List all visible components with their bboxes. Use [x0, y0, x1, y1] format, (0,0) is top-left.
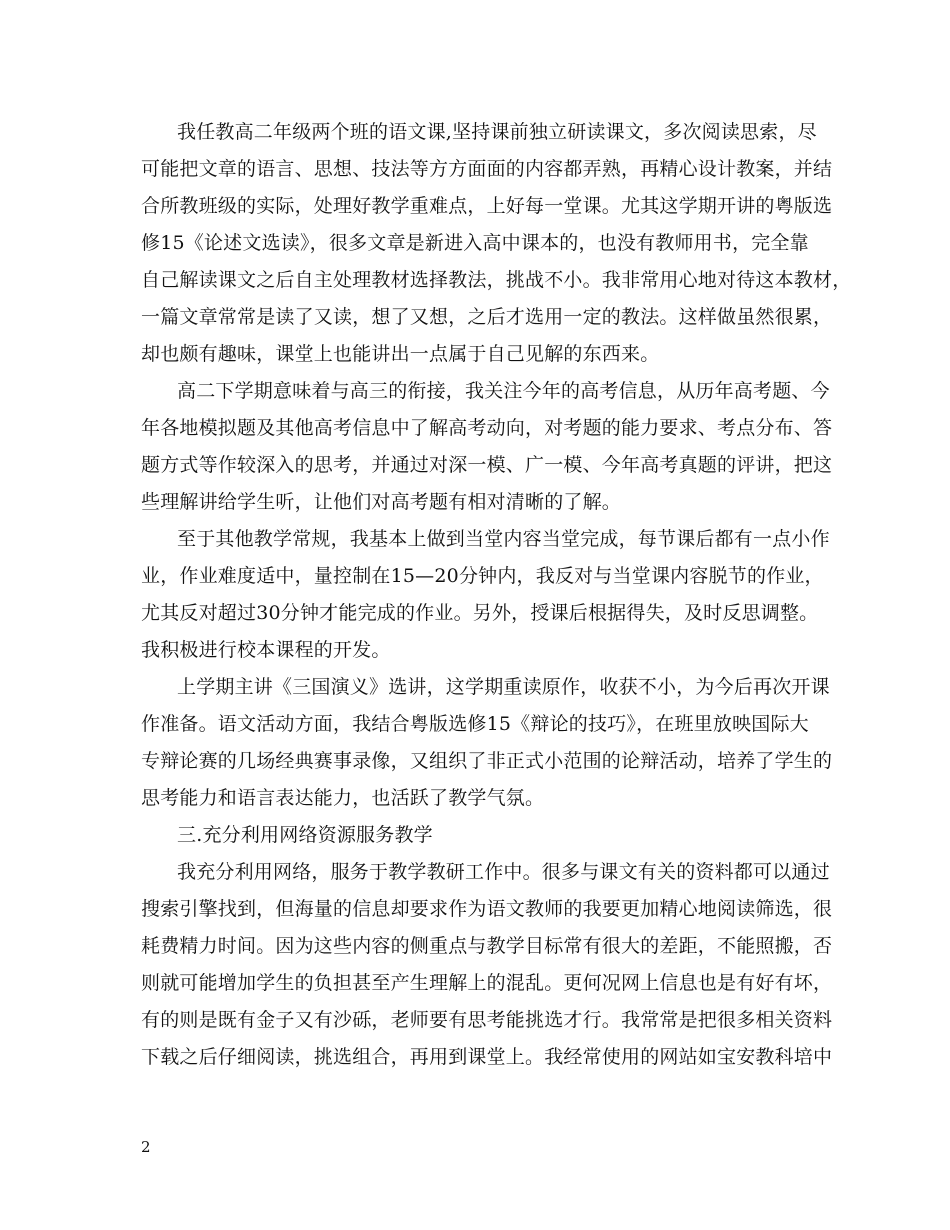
section-heading: 三.充分利用网络资源服务教学	[177, 824, 433, 846]
paragraph-line: 耗费精力时间。因为这些内容的侧重点与教学目标常有很大的差距，不能照搬，否	[141, 935, 833, 957]
paragraph-line: 高二下学期意味着与高三的衔接，我关注今年的高考信息，从历年高考题、今	[177, 380, 830, 402]
paragraph-line: 搜索引擎找到，但海量的信息却要求作为语文教师的我要更加精心地阅读筛选，很	[141, 898, 833, 920]
paragraph-line: 业，作业难度适中，量控制在15—20分钟内，我反对与当堂课内容脱节的作业，	[141, 565, 824, 587]
paragraph-line: 一篇文章常常是读了又读，想了又想，之后才选用一定的教法。这样做虽然很累，	[141, 306, 833, 328]
paragraph-line: 修15《论述文选读》，很多文章是新进入高中课本的，也没有教师用书，完全靠	[141, 232, 809, 254]
paragraph-line: 至于其他教学常规，我基本上做到当堂内容当堂完成，每节课后都有一点小作	[177, 528, 830, 550]
paragraph-line: 题方式等作较深入的思考，并通过对深一模、广一模、今年高考真题的评讲，把这	[141, 454, 833, 476]
paragraph-line: 年各地模拟题及其他高考信息中了解高考动向，对考题的能力要求、考点分布、答	[141, 417, 833, 439]
paragraph-line: 则就可能增加学生的负担甚至产生理解上的混乱。更何况网上信息也是有好有坏，	[141, 972, 833, 994]
paragraph-line: 我积极进行校本课程的开发。	[141, 639, 391, 661]
page-number: 2	[141, 1138, 151, 1156]
paragraph-line: 自己解读课文之后自主处理教材选择教法，挑战不小。我非常用心地对待这本教材，	[141, 269, 852, 291]
paragraph-line: 下载之后仔细阅读，挑选组合，再用到课堂上。我经常使用的网站如宝安教科培中	[141, 1046, 833, 1068]
paragraph-line: 有的则是既有金子又有沙砾，老师要有思考能挑选才行。我常常是把很多相关资料	[141, 1009, 833, 1031]
paragraph-line: 合所教班级的实际，处理好教学重难点，上好每一堂课。尤其这学期开讲的粤版选	[141, 195, 833, 217]
paragraph-line: 却也颇有趣味，课堂上也能讲出一点属于自己见解的东西来。	[141, 343, 660, 365]
paragraph-line: 我充分利用网络，服务于教学教研工作中。很多与课文有关的资料都可以通过	[177, 861, 830, 883]
paragraph-line: 尤其反对超过30分钟才能完成的作业。另外，授课后根据得失，及时反思调整。	[141, 602, 819, 624]
paragraph-line: 思考能力和语言表达能力，也活跃了教学气氛。	[141, 787, 545, 809]
paragraph-line: 我任教高二年级两个班的语文课,坚持课前独立研读课文，多次阅读思索，尽	[177, 121, 817, 143]
paragraph-line: 些理解讲给学生听，让他们对高考题有相对清晰的了解。	[141, 491, 622, 513]
paragraph-line: 可能把文章的语言、思想、技法等方方面面的内容都弄熟，再精心设计教案，并结	[141, 158, 833, 180]
paragraph-line: 作准备。语文活动方面，我结合粤版选修15《辩论的技巧》，在班里放映国际大	[141, 713, 809, 735]
paragraph-line: 专辩论赛的几场经典赛事录像，又组织了非正式小范围的论辩活动，培养了学生的	[141, 750, 833, 772]
paragraph-line: 上学期主讲《三国演义》选讲，这学期重读原作，收获不小，为今后再次开课	[177, 676, 830, 698]
